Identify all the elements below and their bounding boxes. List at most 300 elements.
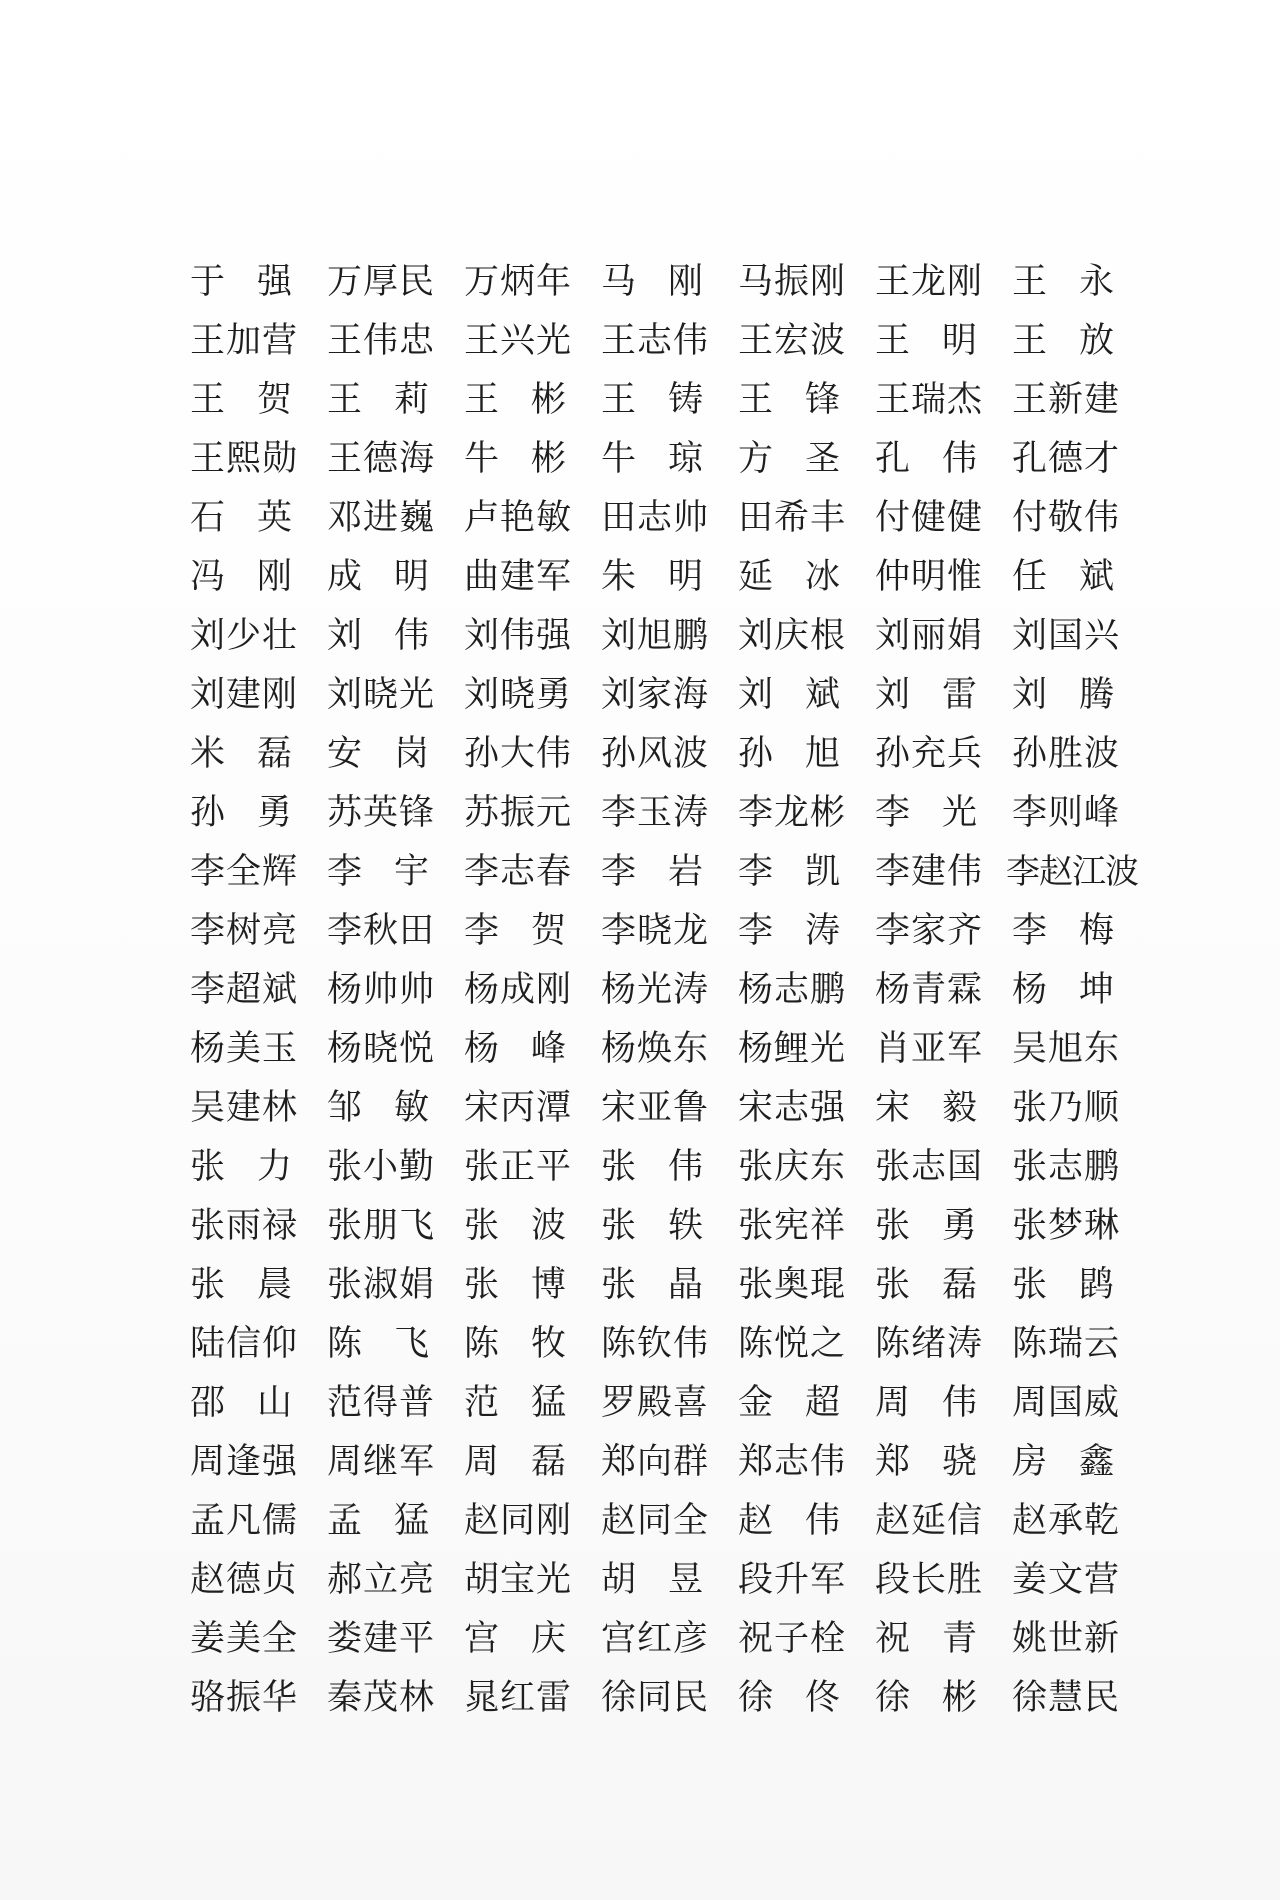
name-entry: 祝子栓 (738, 1618, 847, 1659)
name-entry: 杨志鹏 (738, 969, 847, 1010)
name-entry: 徐慧民 (1012, 1677, 1121, 1718)
given-name-char: 贺 (256, 379, 292, 420)
name-entry (738, 555, 840, 599)
name-entry: 李则峰 (1012, 792, 1121, 833)
name-entry: 吴旭东 (1012, 1028, 1121, 1069)
name-entry (601, 1558, 703, 1602)
name-entry: 张奥琨 (738, 1264, 847, 1305)
given-name-char: 鹍 (1078, 1264, 1114, 1305)
name-entry (464, 1204, 566, 1248)
given-name-char: 明 (667, 556, 703, 597)
name-entry: 杨成刚 (464, 969, 573, 1010)
name-entry: 范得普 (327, 1382, 436, 1423)
name-entry: 段长胜 (875, 1559, 984, 1600)
name-entry (875, 1086, 977, 1130)
given-name-char: 昱 (667, 1559, 703, 1600)
name-entry: 苏英锋 (327, 792, 436, 833)
given-name-char: 强 (256, 261, 292, 302)
name-entry (190, 1263, 292, 1307)
surname-char: 李 (1012, 910, 1048, 951)
given-name-char: 斌 (804, 674, 840, 715)
surname-char: 任 (1012, 556, 1048, 597)
name-entry: 张乃顺 (1012, 1087, 1121, 1128)
name-entry: 李秋田 (327, 910, 436, 951)
surname-char: 邵 (190, 1382, 226, 1423)
name-entry: 王宏波 (738, 320, 847, 361)
name-entry: 孙胜波 (1012, 733, 1121, 774)
surname-char: 张 (464, 1264, 500, 1305)
given-name-char: 永 (1078, 261, 1114, 302)
surname-char: 陈 (464, 1323, 500, 1364)
surname-char: 徐 (875, 1677, 911, 1718)
name-entry (875, 1617, 977, 1661)
name-entry (738, 1381, 840, 1425)
name-entry: 张朋飞 (327, 1205, 436, 1246)
name-entry: 王瑞杰 (875, 379, 984, 420)
name-entry: 万厚民 (327, 261, 436, 302)
name-entry: 李赵江波 (1006, 851, 1138, 892)
name-list (190, 252, 1150, 1727)
name-entry: 周逢强 (190, 1441, 299, 1482)
surname-char: 牛 (601, 438, 637, 479)
given-name-char: 峰 (530, 1028, 566, 1069)
name-entry: 张梦琳 (1012, 1205, 1121, 1246)
given-name-char: 琼 (667, 438, 703, 479)
name-entry (327, 1499, 429, 1543)
name-entry: 田志帅 (601, 497, 710, 538)
given-name-char: 鑫 (1078, 1441, 1114, 1482)
name-entry: 李玉涛 (601, 792, 710, 833)
name-entry: 张正平 (464, 1146, 573, 1187)
given-name-char: 岗 (393, 733, 429, 774)
name-entry: 张小勤 (327, 1146, 436, 1187)
name-entry (601, 260, 703, 304)
name-entry: 王德海 (327, 438, 436, 479)
name-entry: 张庆东 (738, 1146, 847, 1187)
given-name-char: 磊 (530, 1441, 566, 1482)
surname-char: 赵 (738, 1500, 774, 1541)
surname-char: 杨 (464, 1028, 500, 1069)
name-entry: 孟凡儒 (190, 1500, 299, 1541)
name-entry (1012, 260, 1114, 304)
surname-char: 安 (327, 733, 363, 774)
surname-char: 王 (1012, 320, 1048, 361)
given-name-char: 猛 (393, 1500, 429, 1541)
surname-char: 王 (190, 379, 226, 420)
name-entry: 曲建军 (464, 556, 573, 597)
surname-char: 金 (738, 1382, 774, 1423)
given-name-char: 雷 (941, 674, 977, 715)
surname-char: 王 (1012, 261, 1048, 302)
given-name-char: 彬 (530, 379, 566, 420)
name-entry: 张雨禄 (190, 1205, 299, 1246)
given-name-char: 凯 (804, 851, 840, 892)
surname-char: 张 (875, 1205, 911, 1246)
name-entry: 王兴光 (464, 320, 573, 361)
name-entry: 李晓龙 (601, 910, 710, 951)
name-entry: 胡宝光 (464, 1559, 573, 1600)
given-name-char: 贺 (530, 910, 566, 951)
given-name-char: 伟 (804, 1500, 840, 1541)
name-entry: 娄建平 (327, 1618, 436, 1659)
given-name-char: 英 (256, 497, 292, 538)
given-name-char: 锋 (804, 379, 840, 420)
given-name-char: 明 (393, 556, 429, 597)
name-entry: 杨焕东 (601, 1028, 710, 1069)
name-entry: 陈绪涛 (875, 1323, 984, 1364)
name-entry: 李树亮 (190, 910, 299, 951)
name-entry: 宫红彦 (601, 1618, 710, 1659)
name-entry (464, 1263, 566, 1307)
surname-char: 李 (738, 910, 774, 951)
name-entry (190, 260, 292, 304)
name-entry (738, 850, 840, 894)
surname-char: 周 (464, 1441, 500, 1482)
name-entry: 赵同全 (601, 1500, 710, 1541)
name-entry (464, 1617, 566, 1661)
given-name-char: 波 (530, 1205, 566, 1246)
name-entry (464, 1027, 566, 1071)
given-name-char: 坤 (1078, 969, 1114, 1010)
name-entry: 李家齐 (875, 910, 984, 951)
name-entry: 杨鲤光 (738, 1028, 847, 1069)
surname-char: 方 (738, 438, 774, 479)
given-name-char: 勇 (941, 1205, 977, 1246)
surname-char: 米 (190, 733, 226, 774)
name-entry (464, 378, 566, 422)
given-name-char: 刚 (256, 556, 292, 597)
given-name-char: 宇 (393, 851, 429, 892)
name-entry: 刘庆根 (738, 615, 847, 656)
name-entry (464, 1440, 566, 1484)
name-entry (1012, 673, 1114, 717)
name-entry (327, 378, 429, 422)
surname-char: 徐 (738, 1677, 774, 1718)
surname-char: 张 (601, 1264, 637, 1305)
given-name-char: 腾 (1078, 674, 1114, 715)
name-entry (875, 1440, 977, 1484)
name-entry (738, 673, 840, 717)
name-entry (464, 909, 566, 953)
surname-char: 石 (190, 497, 226, 538)
name-entry: 刘丽娟 (875, 615, 984, 656)
surname-char: 张 (190, 1146, 226, 1187)
surname-char: 孔 (875, 438, 911, 479)
name-entry: 晁红雷 (464, 1677, 573, 1718)
surname-char: 王 (738, 379, 774, 420)
surname-char: 李 (464, 910, 500, 951)
surname-char: 范 (464, 1382, 500, 1423)
surname-char: 冯 (190, 556, 226, 597)
given-name-char: 岩 (667, 851, 703, 892)
given-name-char: 伟 (393, 615, 429, 656)
name-entry: 李全辉 (190, 851, 299, 892)
name-entry: 姚世新 (1012, 1618, 1121, 1659)
given-name-char: 佟 (804, 1677, 840, 1718)
surname-char: 王 (464, 379, 500, 420)
surname-char: 孙 (190, 792, 226, 833)
name-entry: 李志春 (464, 851, 573, 892)
given-name-char: 旭 (804, 733, 840, 774)
given-name-char: 明 (941, 320, 977, 361)
given-name-char: 放 (1078, 320, 1114, 361)
name-entry: 刘晓勇 (464, 674, 573, 715)
given-name-char: 飞 (393, 1323, 429, 1364)
given-name-char: 勇 (256, 792, 292, 833)
surname-char: 李 (327, 851, 363, 892)
given-name-char: 伟 (941, 438, 977, 479)
name-entry: 李建伟 (875, 851, 984, 892)
given-name-char: 磊 (941, 1264, 977, 1305)
name-entry: 周继军 (327, 1441, 436, 1482)
name-entry: 刘少壮 (190, 615, 299, 656)
name-entry: 陈悦之 (738, 1323, 847, 1364)
name-entry: 李龙彬 (738, 792, 847, 833)
name-entry: 卢艳敏 (464, 497, 573, 538)
name-entry: 张志鹏 (1012, 1146, 1121, 1187)
name-entry (738, 437, 840, 481)
name-entry (875, 1381, 977, 1425)
name-entry: 张志国 (875, 1146, 984, 1187)
name-entry: 骆振华 (190, 1677, 299, 1718)
name-entry (875, 1263, 977, 1307)
name-entry: 孙风波 (601, 733, 710, 774)
name-entry (738, 1676, 840, 1720)
name-entry (327, 1322, 429, 1366)
name-entry: 赵承乾 (1012, 1500, 1121, 1541)
surname-char: 张 (464, 1205, 500, 1246)
surname-char: 成 (327, 556, 363, 597)
given-name-char: 骁 (941, 1441, 977, 1482)
surname-char: 胡 (601, 1559, 637, 1600)
name-entry: 王龙刚 (875, 261, 984, 302)
name-entry (875, 319, 977, 363)
surname-char: 牛 (464, 438, 500, 479)
surname-char: 孙 (738, 733, 774, 774)
name-entry: 姜文营 (1012, 1559, 1121, 1600)
name-entry: 王熙勋 (190, 438, 299, 479)
name-entry: 罗殿喜 (601, 1382, 710, 1423)
name-entry: 杨光涛 (601, 969, 710, 1010)
given-name-char: 彬 (530, 438, 566, 479)
surname-char: 郑 (875, 1441, 911, 1482)
name-entry: 姜美全 (190, 1618, 299, 1659)
name-entry: 赵同刚 (464, 1500, 573, 1541)
surname-char: 王 (601, 379, 637, 420)
surname-char: 刘 (738, 674, 774, 715)
surname-char: 张 (1012, 1264, 1048, 1305)
name-entry (190, 1145, 292, 1189)
name-entry: 张宪祥 (738, 1205, 847, 1246)
name-entry: 赵延信 (875, 1500, 984, 1541)
name-entry: 郝立亮 (327, 1559, 436, 1600)
name-entry (601, 437, 703, 481)
surname-char: 刘 (875, 674, 911, 715)
surname-char: 房 (1012, 1441, 1048, 1482)
name-entry: 张淑娟 (327, 1264, 436, 1305)
surname-char: 杨 (1012, 969, 1048, 1010)
name-entry: 杨青霖 (875, 969, 984, 1010)
surname-char: 李 (738, 851, 774, 892)
name-entry (738, 378, 840, 422)
given-name-char: 力 (256, 1146, 292, 1187)
name-entry: 郑志伟 (738, 1441, 847, 1482)
name-entry (738, 732, 840, 776)
surname-char: 李 (601, 851, 637, 892)
name-entry: 段升军 (738, 1559, 847, 1600)
given-name-char: 磊 (256, 733, 292, 774)
surname-char: 孟 (327, 1500, 363, 1541)
given-name-char: 庆 (530, 1618, 566, 1659)
name-entry: 徐同民 (601, 1677, 710, 1718)
name-entry (601, 378, 703, 422)
name-entry: 刘伟强 (464, 615, 573, 656)
given-name-char: 刚 (667, 261, 703, 302)
name-entry: 孙充兵 (875, 733, 984, 774)
name-entry: 刘晓光 (327, 674, 436, 715)
name-entry: 杨帅帅 (327, 969, 436, 1010)
surname-char: 张 (190, 1264, 226, 1305)
name-entry: 郑向群 (601, 1441, 710, 1482)
surname-char: 刘 (327, 615, 363, 656)
name-entry: 王加营 (190, 320, 299, 361)
name-entry: 杨晓悦 (327, 1028, 436, 1069)
name-entry (327, 850, 429, 894)
surname-char: 刘 (1012, 674, 1048, 715)
name-entry (738, 909, 840, 953)
surname-char: 王 (327, 379, 363, 420)
name-entry (738, 1499, 840, 1543)
given-name-char: 伟 (941, 1382, 977, 1423)
given-name-char: 斌 (1078, 556, 1114, 597)
name-entry (327, 1086, 429, 1130)
surname-char: 祝 (875, 1618, 911, 1659)
name-entry (601, 1145, 703, 1189)
name-entry (464, 1322, 566, 1366)
name-entry: 孙大伟 (464, 733, 573, 774)
given-name-char: 晨 (256, 1264, 292, 1305)
given-name-char: 彬 (941, 1677, 977, 1718)
name-entry: 田希丰 (738, 497, 847, 538)
name-entry (875, 1204, 977, 1248)
surname-char: 邹 (327, 1087, 363, 1128)
name-entry (1012, 319, 1114, 363)
name-entry: 刘家海 (601, 674, 710, 715)
given-name-char: 晶 (667, 1264, 703, 1305)
name-entry (875, 437, 977, 481)
name-entry: 付敬伟 (1012, 497, 1121, 538)
surname-char: 张 (875, 1264, 911, 1305)
name-entry: 宋丙潭 (464, 1087, 573, 1128)
name-entry: 苏振元 (464, 792, 573, 833)
name-entry (464, 1381, 566, 1425)
name-entry (190, 378, 292, 422)
name-entry (327, 614, 429, 658)
name-entry (1012, 1440, 1114, 1484)
name-entry: 陆信仰 (190, 1323, 299, 1364)
name-entry: 王志伟 (601, 320, 710, 361)
given-name-char: 莉 (393, 379, 429, 420)
given-name-char: 涛 (804, 910, 840, 951)
given-name-char: 山 (256, 1382, 292, 1423)
name-entry: 万炳年 (464, 261, 573, 302)
name-entry (1012, 555, 1114, 599)
given-name-char: 光 (941, 792, 977, 833)
name-entry (464, 437, 566, 481)
name-entry: 马振刚 (738, 261, 847, 302)
name-entry (190, 555, 292, 599)
name-entry (601, 1263, 703, 1307)
name-entry (190, 1381, 292, 1425)
name-entry (1012, 1263, 1114, 1307)
name-entry: 宋亚鲁 (601, 1087, 710, 1128)
name-entry (875, 673, 977, 717)
name-entry: 王新建 (1012, 379, 1121, 420)
name-entry (190, 496, 292, 540)
name-entry (1012, 909, 1114, 953)
given-name-char: 牧 (530, 1323, 566, 1364)
given-name-char: 毅 (941, 1087, 977, 1128)
name-entry (601, 1204, 703, 1248)
name-entry (1012, 968, 1114, 1012)
name-entry: 周国威 (1012, 1382, 1121, 1423)
name-entry: 刘国兴 (1012, 615, 1121, 656)
name-entry: 仲明惟 (875, 556, 984, 597)
given-name-char: 梅 (1078, 910, 1114, 951)
name-entry (875, 1676, 977, 1720)
surname-char: 于 (190, 261, 226, 302)
name-entry: 吴建林 (190, 1087, 299, 1128)
given-name-char: 敏 (393, 1087, 429, 1128)
given-name-char: 猛 (530, 1382, 566, 1423)
given-name-char: 博 (530, 1264, 566, 1305)
given-name-char: 冰 (804, 556, 840, 597)
surname-char: 延 (738, 556, 774, 597)
name-entry: 孔德才 (1012, 438, 1121, 479)
surname-char: 陈 (327, 1323, 363, 1364)
name-entry: 秦茂林 (327, 1677, 436, 1718)
name-entry (190, 791, 292, 835)
name-entry: 赵德贞 (190, 1559, 299, 1600)
name-entry: 李超斌 (190, 969, 299, 1010)
name-entry: 宋志强 (738, 1087, 847, 1128)
surname-char: 马 (601, 261, 637, 302)
name-entry: 刘旭鹏 (601, 615, 710, 656)
name-entry (601, 555, 703, 599)
surname-char: 张 (601, 1205, 637, 1246)
name-entry: 肖亚军 (875, 1028, 984, 1069)
given-name-char: 铸 (667, 379, 703, 420)
name-entry: 邓进巍 (327, 497, 436, 538)
given-name-char: 超 (804, 1382, 840, 1423)
given-name-char: 伟 (667, 1146, 703, 1187)
surname-char: 张 (601, 1146, 637, 1187)
name-entry: 陈钦伟 (601, 1323, 710, 1364)
name-entry (327, 732, 429, 776)
name-entry: 付健健 (875, 497, 984, 538)
surname-char: 朱 (601, 556, 637, 597)
name-entry (875, 791, 977, 835)
given-name-char: 轶 (667, 1205, 703, 1246)
name-entry (601, 850, 703, 894)
surname-char: 宫 (464, 1618, 500, 1659)
name-entry (190, 732, 292, 776)
surname-char: 李 (875, 792, 911, 833)
surname-char: 宋 (875, 1087, 911, 1128)
name-entry: 王伟忠 (327, 320, 436, 361)
given-name-char: 青 (941, 1618, 977, 1659)
given-name-char: 圣 (804, 438, 840, 479)
